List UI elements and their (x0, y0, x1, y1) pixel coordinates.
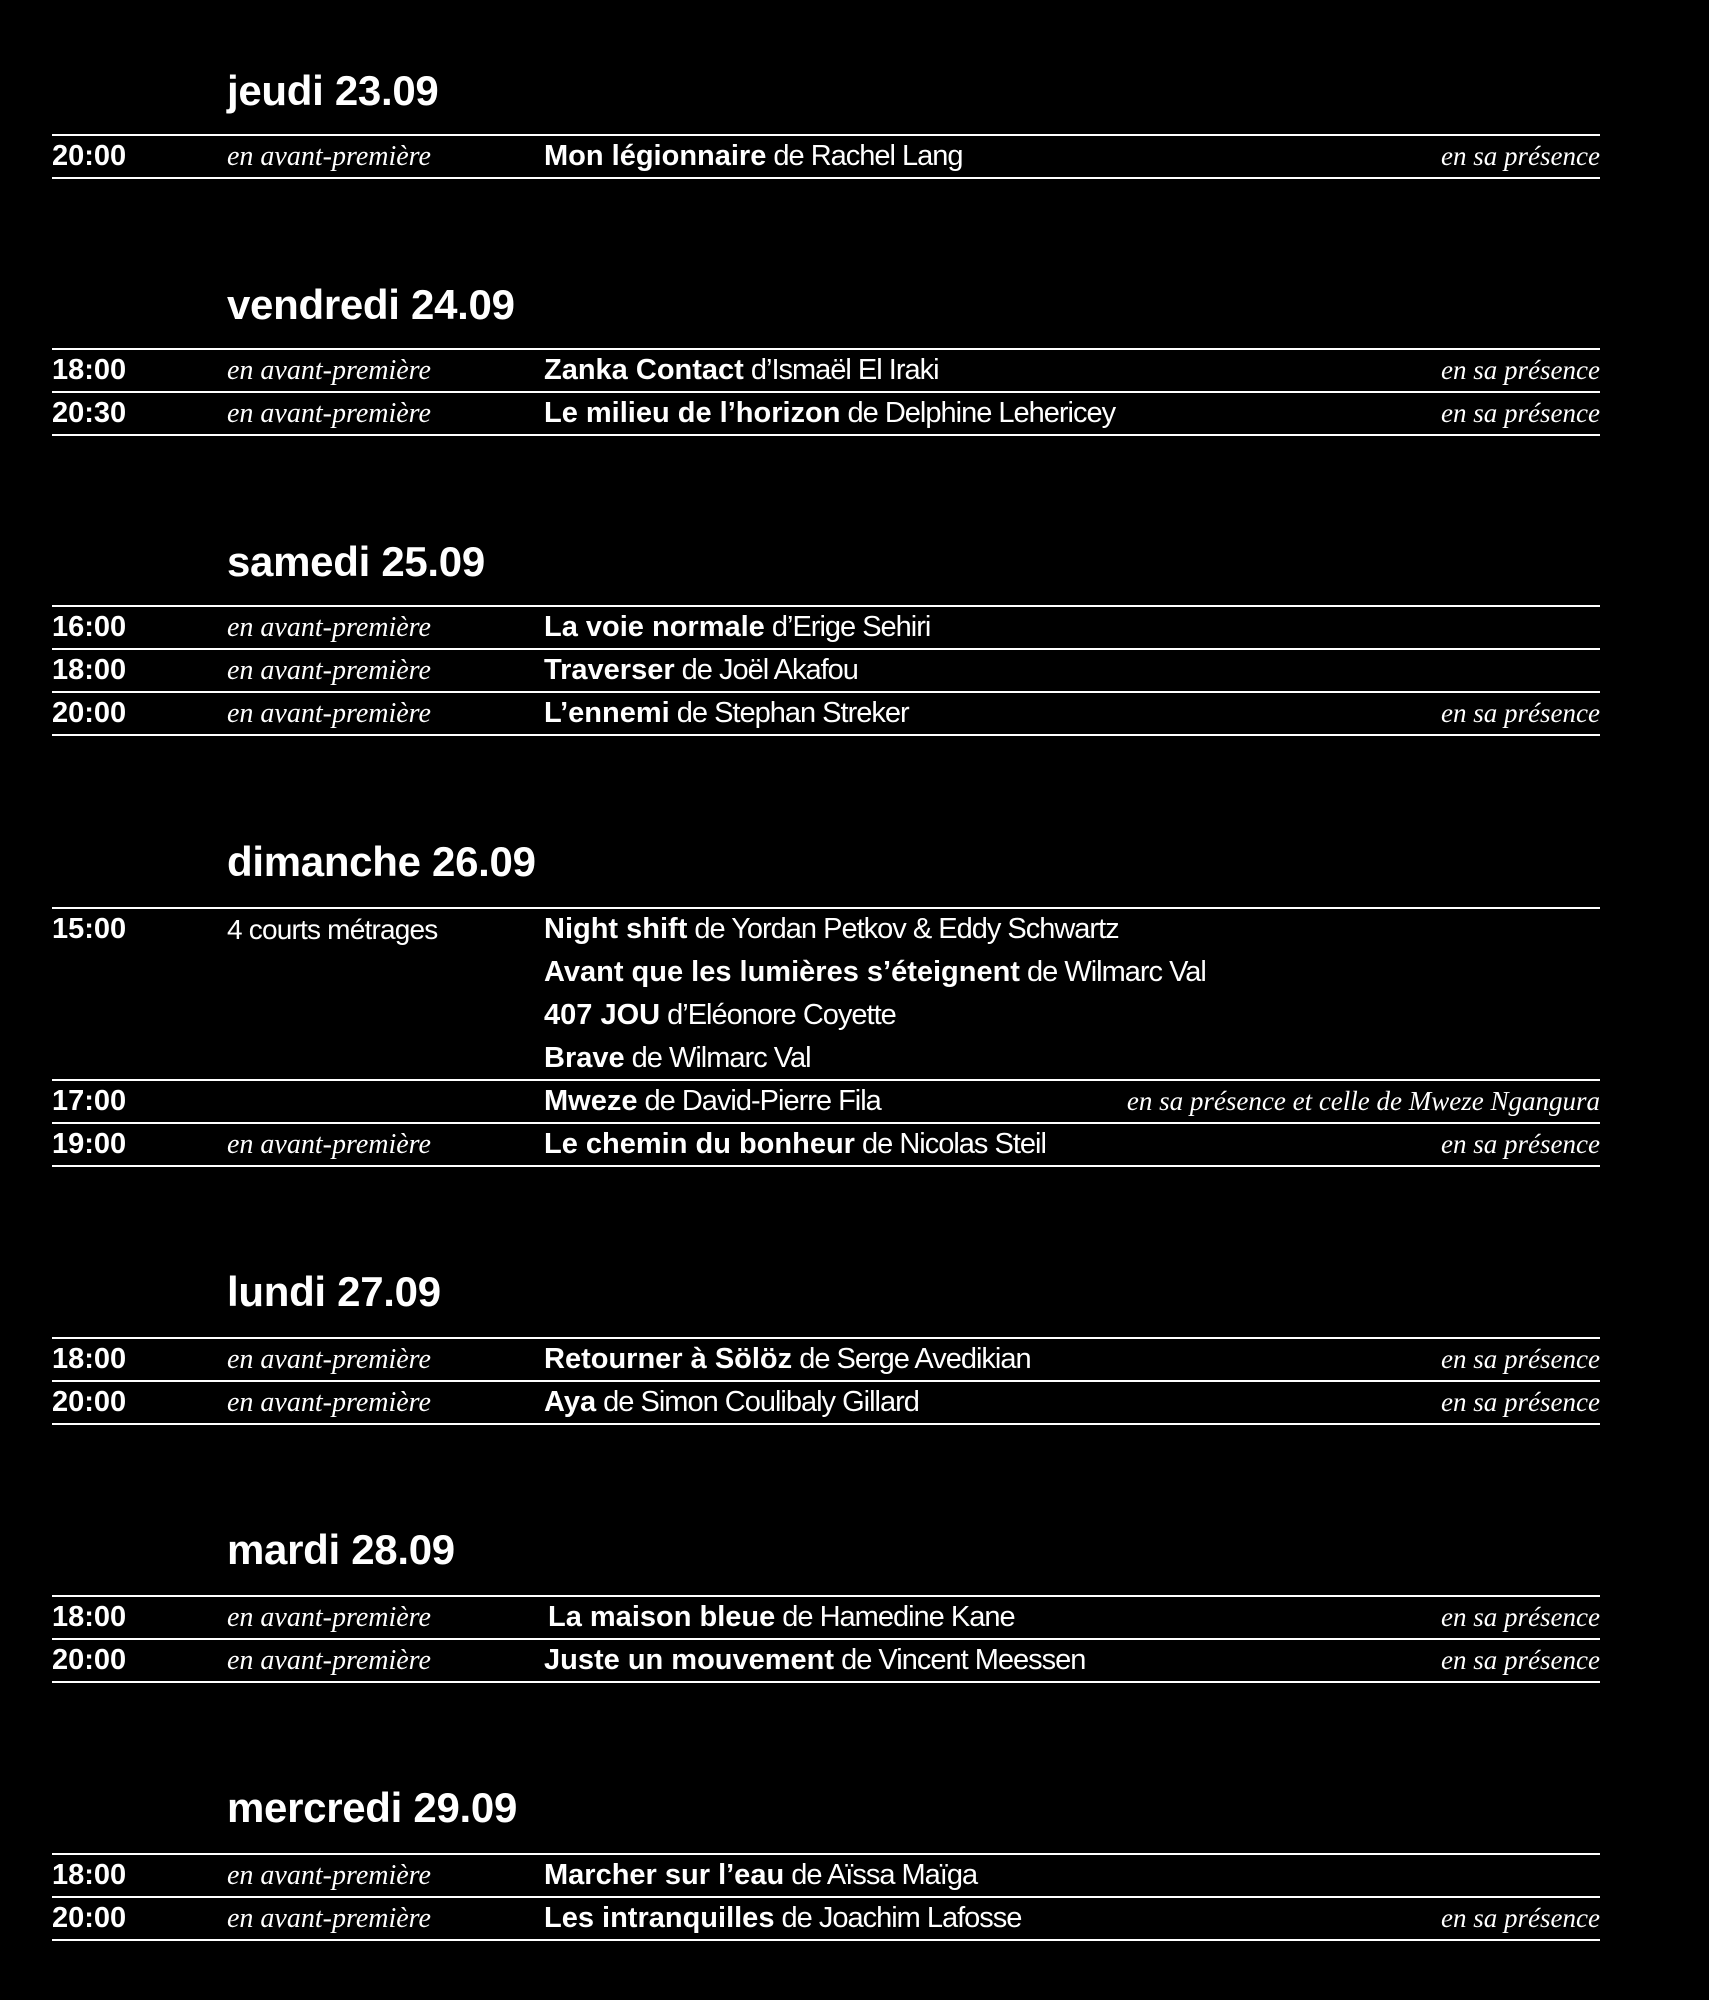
screening-label: 4 courts métrages (227, 914, 438, 945)
film-director: de David-Pierre Fila (637, 1085, 881, 1117)
screening-row (52, 1855, 1600, 1898)
screening-row (52, 393, 1600, 436)
film (544, 1382, 919, 1423)
film-title: Marcher sur l’eau (544, 1859, 785, 1891)
screening-row (52, 650, 1600, 693)
film-title: Mon légionnaire (544, 140, 767, 172)
film-director: d’Eléonore Coyette (660, 999, 896, 1031)
film (544, 1081, 881, 1122)
screening-time: 20:00 (52, 1644, 127, 1676)
screening-time: 20:00 (52, 1386, 127, 1418)
film (544, 350, 939, 391)
film (544, 1855, 977, 1896)
screening-time: 18:00 (52, 1601, 127, 1633)
film (544, 136, 963, 177)
day-heading: jeudi 23.09 (227, 67, 439, 114)
day-heading: lundi 27.09 (227, 1268, 441, 1315)
film (544, 995, 896, 1036)
presence-note: en sa présence (1441, 1129, 1600, 1159)
screening-row (52, 1124, 1600, 1167)
film (544, 607, 930, 648)
presence-note: en sa présence et celle de Mweze Ngangura (1126, 1086, 1600, 1116)
screening-row (52, 1597, 1600, 1640)
screening-list (52, 907, 1600, 1167)
screening-time: 18:00 (52, 1343, 127, 1375)
film-director: de Wilmarc Val (1019, 956, 1206, 988)
screening-label: en avant-première (227, 612, 431, 643)
presence-note: en sa présence (1441, 141, 1600, 171)
presence-note: en sa présence (1441, 1387, 1600, 1417)
film-title: Le milieu de l’horizon (544, 397, 841, 429)
film-director: de Rachel Lang (766, 140, 963, 172)
presence-note: en sa présence (1441, 398, 1600, 428)
screening-row (52, 350, 1600, 393)
screening-time: 18:00 (52, 354, 127, 386)
film-title: Retourner à Sölöz (544, 1343, 793, 1375)
screening-label: en avant-première (227, 698, 431, 729)
screening-list (52, 1595, 1600, 1683)
film (544, 650, 858, 691)
screening-time: 15:00 (52, 913, 127, 945)
film-title: Night shift (544, 913, 688, 945)
screening-row (52, 693, 1600, 736)
screening-label: en avant-première (227, 141, 431, 172)
screening-list (52, 605, 1600, 736)
film-title: Traverser (544, 654, 675, 686)
screening-row (52, 1898, 1600, 1941)
presence-note: en sa présence (1441, 1344, 1600, 1374)
screening-row (52, 1640, 1600, 1683)
film-director: d’Ismaël El Iraki (743, 354, 939, 386)
film-title: Les intranquilles (544, 1902, 775, 1934)
film-director: de Stephan Streker (669, 697, 909, 729)
screening-time: 20:00 (52, 697, 127, 729)
screening-time: 20:00 (52, 1902, 127, 1934)
film (544, 1124, 1046, 1165)
film-title: Juste un mouvement (544, 1644, 835, 1676)
film (544, 1339, 1031, 1380)
film-director: de Joël Akafou (674, 654, 858, 686)
film-title: La voie normale (544, 611, 765, 643)
screening-label: en avant-première (227, 1645, 431, 1676)
film-title: Avant que les lumières s’éteignent (544, 956, 1020, 988)
screening-label: en avant-première (227, 1860, 431, 1891)
film (544, 393, 1115, 434)
day-heading: mardi 28.09 (227, 1526, 455, 1573)
film-title: La maison bleue (548, 1601, 776, 1633)
screening-list (52, 134, 1600, 179)
presence-note: en sa présence (1441, 355, 1600, 385)
screening-time: 16:00 (52, 611, 127, 643)
screening-time: 18:00 (52, 1859, 127, 1891)
presence-note: en sa présence (1441, 1903, 1600, 1933)
film-title: 407 JOU (544, 999, 661, 1031)
film-title: Mweze (544, 1085, 638, 1117)
screening-label: en avant-première (227, 1344, 431, 1375)
film-director: de Aïssa Maïga (784, 1859, 978, 1891)
day-heading: mercredi 29.09 (227, 1784, 518, 1831)
presence-note: en sa présence (1441, 698, 1600, 728)
day-heading: samedi 25.09 (227, 538, 485, 585)
film-director: d’Erige Sehiri (764, 611, 931, 643)
film-title: Zanka Contact (544, 354, 744, 386)
film-director: de Serge Avedikian (792, 1343, 1031, 1375)
film-director: de Nicolas Steil (854, 1128, 1046, 1160)
shorts-program-row (52, 909, 1600, 1081)
screening-list (52, 348, 1600, 436)
film (544, 1898, 1021, 1939)
day-heading: dimanche 26.09 (227, 838, 536, 885)
screening-label: en avant-première (227, 655, 431, 686)
screening-time: 20:00 (52, 140, 127, 172)
presence-note: en sa présence (1441, 1602, 1600, 1632)
film-director: de Yordan Petkov & Eddy Schwartz (687, 913, 1119, 945)
screening-row (52, 136, 1600, 179)
film-director: de Vincent Meessen (834, 1644, 1086, 1676)
screening-row (52, 1081, 1600, 1124)
screening-label: en avant-première (227, 398, 431, 429)
screening-list (52, 1853, 1600, 1941)
screening-row (52, 607, 1600, 650)
screening-time: 18:00 (52, 654, 127, 686)
film-director: de Delphine Lehericey (840, 397, 1116, 429)
screening-label: en avant-première (227, 1129, 431, 1160)
film (544, 693, 909, 734)
film-title: L’ennemi (544, 697, 670, 729)
film (548, 1597, 1015, 1638)
film-title: Aya (544, 1386, 597, 1418)
screening-label: en avant-première (227, 355, 431, 386)
film-director: de Hamedine Kane (775, 1601, 1015, 1633)
film (544, 909, 1119, 950)
day-heading: vendredi 24.09 (227, 281, 515, 328)
film (544, 1640, 1085, 1681)
screening-label: en avant-première (227, 1387, 431, 1418)
screening-label: en avant-première (227, 1903, 431, 1934)
film (544, 952, 1206, 993)
screening-list (52, 1337, 1600, 1425)
film-title: Le chemin du bonheur (544, 1128, 855, 1160)
screening-time: 19:00 (52, 1128, 127, 1160)
screening-time: 17:00 (52, 1085, 127, 1117)
film-director: de Simon Coulibaly Gillard (596, 1386, 919, 1418)
presence-note: en sa présence (1441, 1645, 1600, 1675)
film-director: de Wilmarc Val (624, 1042, 811, 1074)
screening-time: 20:30 (52, 397, 127, 429)
screening-label: en avant-première (227, 1602, 431, 1633)
film-title: Brave (544, 1042, 625, 1074)
film-director: de Joachim Lafosse (774, 1902, 1022, 1934)
film (544, 1038, 811, 1079)
screening-row (52, 1339, 1600, 1382)
screening-row (52, 1382, 1600, 1425)
